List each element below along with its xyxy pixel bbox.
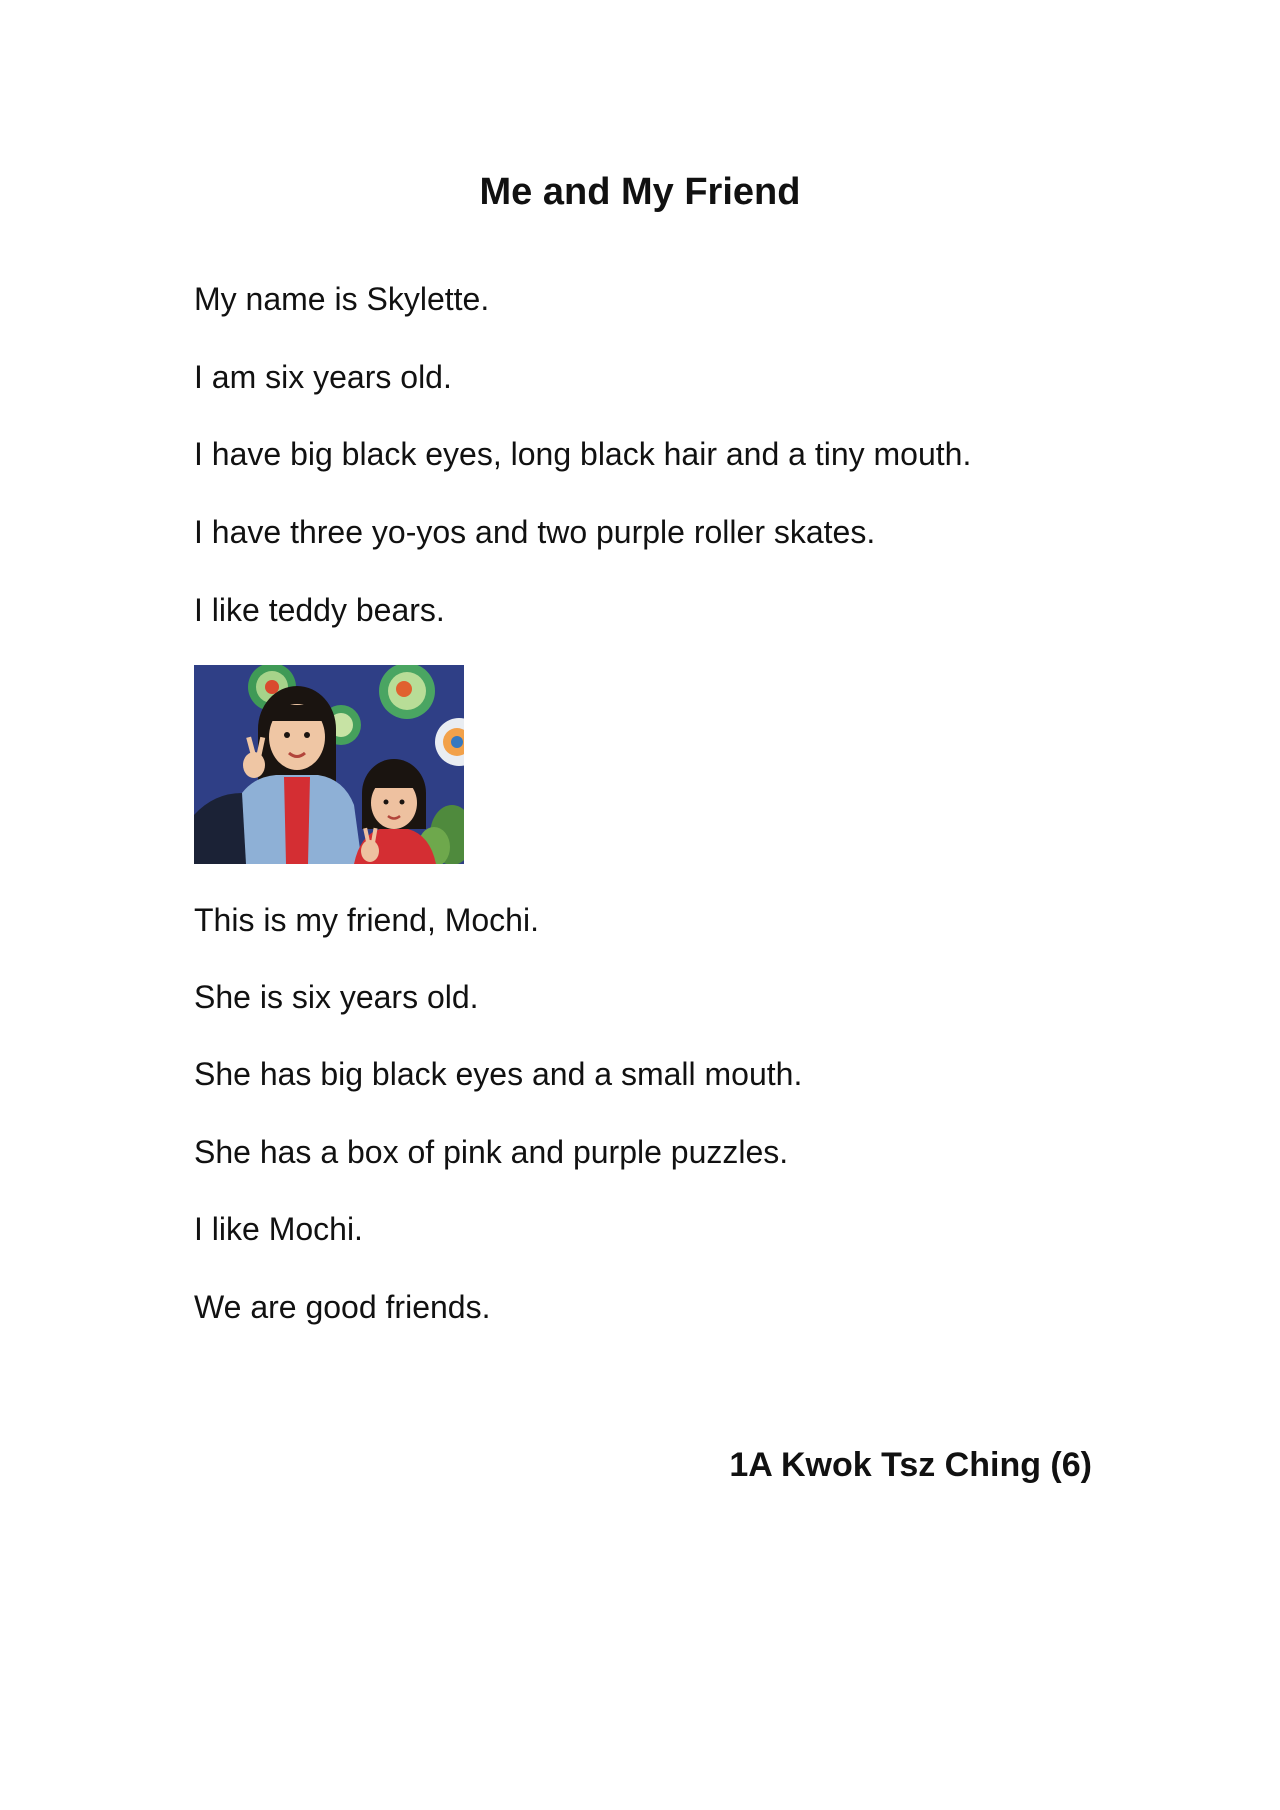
text-line: She is six years old. — [194, 979, 479, 1015]
text-line: She has a box of pink and purple puzzles. — [194, 1134, 789, 1170]
text-line: I like Mochi. — [194, 1211, 363, 1247]
text-line: We are good friends. — [194, 1289, 491, 1325]
text-line: I have big black eyes, long black hair and a tiny mouth. — [194, 436, 972, 472]
page-title: Me and My Friend — [479, 171, 801, 213]
author-signature: 1A Kwok Tsz Ching (6) — [729, 1446, 1092, 1484]
text-line: I like teddy bears. — [194, 592, 445, 628]
text-line: My name is Skylette. — [194, 281, 490, 317]
text-line: This is my friend, Mochi. — [194, 902, 539, 938]
photo-of-two-girls — [194, 665, 464, 864]
text-line: She has big black eyes and a small mouth. — [194, 1056, 803, 1092]
text-line: I am six years old. — [194, 359, 452, 395]
text-line: I have three yo-yos and two purple roller skates. — [194, 514, 876, 550]
